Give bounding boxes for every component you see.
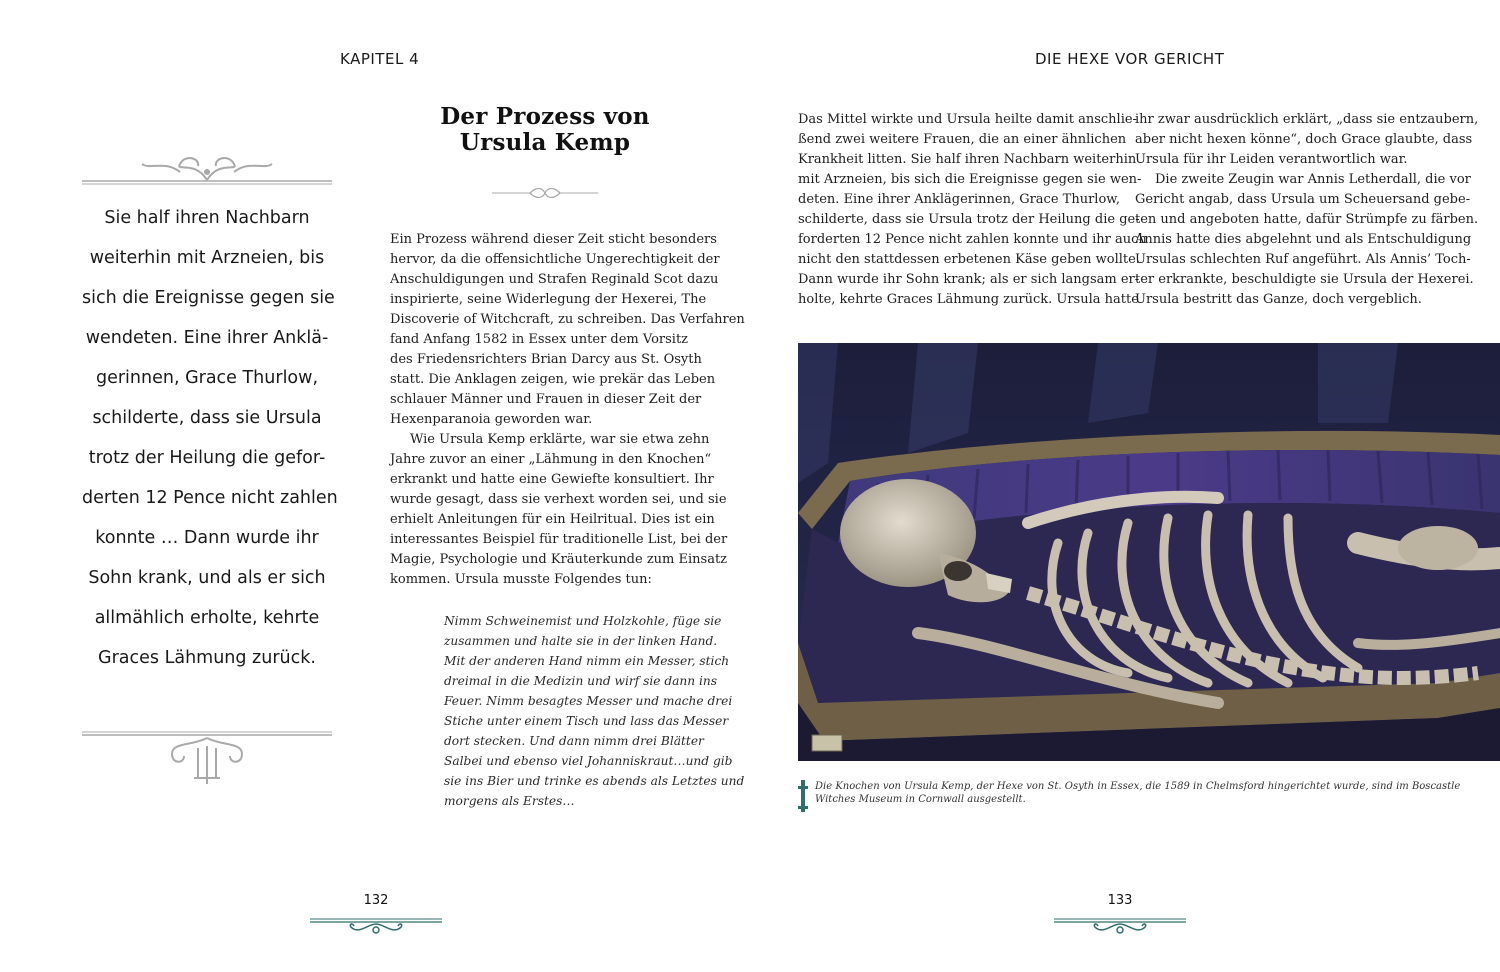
recipe-line: dreimal in die Medizin und wirf sie dann ins bbox=[444, 674, 717, 688]
body-line: Magie, Psychologie und Kräuterkunde zum Einsatz bbox=[390, 552, 728, 567]
recipe-line: morgens als Erstes… bbox=[444, 794, 575, 808]
recipe-line: Salbei und ebenso viel Johanniskraut…und gib bbox=[444, 754, 733, 768]
body-line: Krankheit litten. Sie half ihren Nachbarn weiterhin bbox=[798, 152, 1137, 167]
photo-caption-line: Die Knochen von Ursula Kemp, der Hexe von St. Osyth in Essex, die 1589 in Chelmsford hingerichtet wurde, sind im Boscastle bbox=[815, 781, 1461, 792]
pull-quote-line: allmählich erholte, kehrte bbox=[94, 608, 320, 628]
page-number-ornament-left bbox=[308, 914, 444, 938]
article-title-line: Der Prozess von bbox=[440, 103, 650, 130]
article-title-line: Ursula Kemp bbox=[459, 129, 631, 156]
body-line: interessantes Beispiel für traditionelle List, bei der bbox=[390, 532, 728, 547]
recipe-line: Mit der anderen Hand nimm ein Messer, stich bbox=[444, 654, 730, 668]
pull-quote-line: Sohn krank, und als er sich bbox=[88, 568, 326, 588]
body-line: ihr zwar ausdrücklich erklärt, „dass sie entzaubern, bbox=[1135, 112, 1479, 127]
skeleton-photo bbox=[798, 343, 1500, 761]
body-line: Jahre zuvor an einer „Lähmung in den Knochen“ bbox=[390, 452, 712, 467]
recipe-line: Stiche unter einem Tisch und lass das Messer bbox=[444, 714, 729, 728]
body-line: fand Anfang 1582 in Essex unter dem Vorsitz bbox=[390, 332, 689, 347]
body-line: Dann wurde ihr Sohn krank; als er sich langsam er- bbox=[798, 272, 1140, 287]
body-line: Ein Prozess während dieser Zeit sticht besonders bbox=[390, 232, 717, 247]
pull-quote-line: konnte … Dann wurde ihr bbox=[95, 528, 319, 548]
pull-quote-line: gerinnen, Grace Thurlow, bbox=[95, 368, 319, 388]
body-line: erkrankt und hatte eine Gewiefte konsultiert. Ihr bbox=[390, 472, 714, 487]
pull-quote-line: derten 12 Pence nicht zahlen bbox=[82, 488, 338, 508]
body-line: ßend zwei weitere Frauen, die an einer ähnlichen bbox=[798, 132, 1127, 147]
body-line: statt. Die Anklagen zeigen, wie prekär das Leben bbox=[390, 372, 716, 387]
pull-quote-line: wendeten. Eine ihrer Anklä- bbox=[85, 328, 329, 348]
body-line: Ursulas schlechten Ruf angeführt. Als Annis’ Toch- bbox=[1135, 252, 1471, 267]
body-line: forderten 12 Pence nicht zahlen konnte und ihr auch bbox=[798, 232, 1147, 247]
body-line: mit Arzneien, bis sich die Ereignisse gegen sie wen- bbox=[798, 172, 1142, 187]
body-line: des Friedensrichters Brian Darcy aus St. Osyth bbox=[390, 352, 702, 367]
title-divider-ornament bbox=[490, 185, 600, 201]
photo-caption-line: Witches Museum in Cornwall ausgestellt. bbox=[815, 794, 1026, 805]
body-line: ten und angeboten hatte, dafür Strümpfe zu färben. bbox=[1135, 212, 1479, 227]
body-line: Discoverie of Witchcraft, zu schreiben. Das Verfahren bbox=[390, 312, 745, 327]
page-number-right: 133 bbox=[1107, 893, 1133, 908]
right-running-header: DIE HEXE VOR GERICHT bbox=[1035, 50, 1225, 68]
body-line: Das Mittel wirkte und Ursula heilte damit anschlie- bbox=[798, 112, 1137, 127]
body-line: kommen. Ursula musste Folgendes tun: bbox=[390, 572, 652, 587]
body-line: Gericht angab, dass Ursula um Scheuersand gebe- bbox=[1135, 192, 1471, 207]
pull-quote-line: sich die Ereignisse gegen sie bbox=[82, 288, 335, 308]
body-line: erhielt Anleitungen für ein Heilritual. Dies ist ein bbox=[390, 512, 715, 527]
recipe-line: Nimm Schweinemist und Holzkohle, füge sie bbox=[444, 614, 722, 628]
body-line: Die zweite Zeugin war Annis Letherdall, die vor bbox=[1155, 172, 1471, 187]
caption-marker-icon bbox=[797, 778, 809, 814]
body-line: wurde gesagt, dass sie verhext worden sei, und sie bbox=[390, 492, 727, 507]
body-line: holte, kehrte Graces Lähmung zurück. Ursula hatte bbox=[798, 292, 1139, 307]
body-line: deten. Eine ihrer Anklägerinnen, Grace Thurlow, bbox=[798, 192, 1120, 207]
body-line: schilderte, dass sie Ursula trotz der Heilung die ge- bbox=[798, 212, 1140, 227]
body-line: Hexenparanoia geworden war. bbox=[390, 412, 593, 427]
pull-quote-line: weiterhin mit Arzneien, bis bbox=[89, 248, 325, 268]
body-line: Anschuldigungen und Strafen Reginald Scot dazu bbox=[390, 272, 719, 287]
body-line: nicht den stattdessen erbetenen Käse geben wollte. bbox=[798, 252, 1140, 267]
page-number-left: 132 bbox=[363, 893, 389, 908]
bottom-scroll-ornament bbox=[80, 728, 334, 790]
body-line: aber nicht hexen könne“, doch Grace glaubte, dass bbox=[1135, 132, 1473, 147]
body-line: hervor, da die offensichtliche Ungerechtigkeit der bbox=[390, 252, 720, 267]
top-scroll-ornament bbox=[80, 150, 334, 190]
pull-quote-line: Sie half ihren Nachbarn bbox=[104, 208, 310, 228]
recipe-line: zusammen und halte sie in der linken Hand. bbox=[444, 634, 718, 648]
pull-quote-line: schilderte, dass sie Ursula bbox=[92, 408, 322, 428]
body-line: Ursula bestritt das Ganze, doch vergeblich. bbox=[1135, 292, 1422, 307]
pull-quote-line: Graces Lähmung zurück. bbox=[98, 648, 316, 668]
body-line: Annis hatte dies abgelehnt und als Entschuldigung bbox=[1135, 232, 1472, 247]
left-running-header: KAPITEL 4 bbox=[340, 50, 420, 68]
recipe-line: sie ins Bier und trinke es abends als Letztes und bbox=[444, 774, 745, 788]
body-line: schlauer Männer und Frauen in dieser Zeit der bbox=[390, 392, 702, 407]
recipe-line: dort stecken. Und dann nimm drei Blätter bbox=[444, 734, 704, 748]
recipe-line: Feuer. Nimm besagtes Messer und mache drei bbox=[444, 694, 733, 708]
body-line: Wie Ursula Kemp erklärte, war sie etwa zehn bbox=[410, 432, 710, 447]
body-line: inspirierte, seine Widerlegung der Hexerei, The bbox=[390, 292, 707, 307]
pull-quote-line: trotz der Heilung die gefor- bbox=[88, 448, 326, 468]
body-line: ter erkrankte, beschuldigte sie Ursula der Hexerei. bbox=[1135, 272, 1474, 287]
body-line: Ursula für ihr Leiden verantwortlich war. bbox=[1135, 152, 1408, 167]
page-number-ornament-right bbox=[1052, 914, 1188, 938]
